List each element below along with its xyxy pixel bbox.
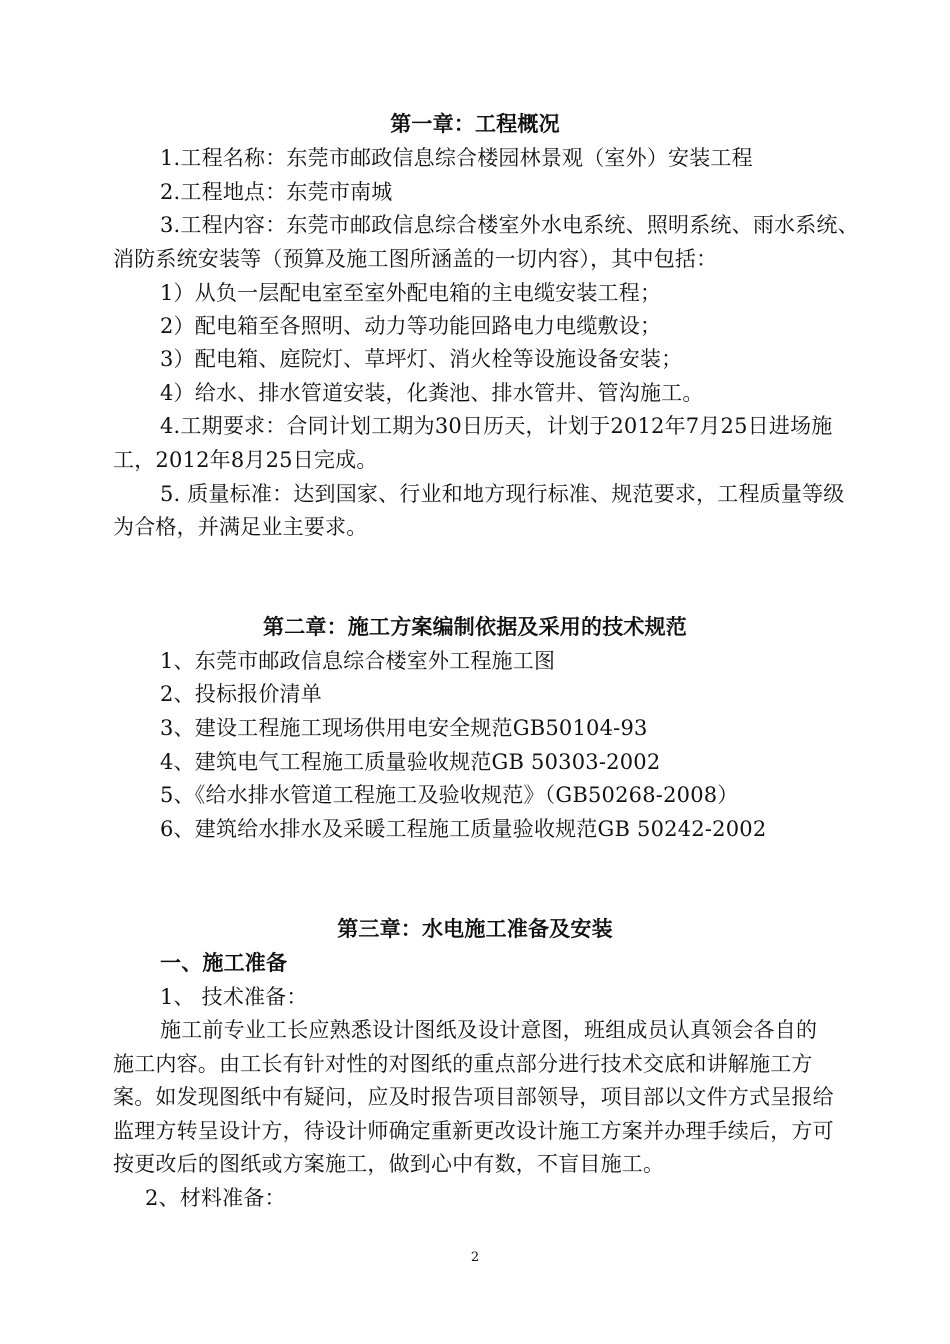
paragraph-line: 施工内容。由工长有针对性的对图纸的重点部分进行技术交底和讲解施工方 xyxy=(113,1052,813,1076)
chapter-2-reference: 6、建筑给水排水及采暖工程施工质量验收规范GB 50242-2002 xyxy=(160,817,767,841)
item-heading: 1、 技术准备： xyxy=(160,985,308,1009)
paragraph-line: 按更改后的图纸或方案施工，做到心中有数，不盲目施工。 xyxy=(113,1152,665,1176)
chapter-2-reference: 2、投标报价清单 xyxy=(160,682,322,706)
chapter-1-title: 第一章：工程概况 xyxy=(390,112,560,136)
chapter-2-reference: 1、东莞市邮政信息综合楼室外工程施工图 xyxy=(160,649,556,673)
chapter-2-title: 第二章：施工方案编制依据及采用的技术规范 xyxy=(263,615,687,639)
chapter-1-line: 为合格，并满足业主要求。 xyxy=(113,515,368,539)
paragraph-line: 案。如发现图纸中有疑问，应及时报告项目部领导，项目部以文件方式呈报给 xyxy=(113,1085,834,1109)
chapter-1-line: 5. 质量标准：达到国家、行业和地方现行标准、规范要求，工程质量等级 xyxy=(160,482,845,506)
paragraph-line: 监理方转呈设计方，待设计师确定重新更改设计施工方案并办理手续后，方可 xyxy=(113,1119,834,1143)
chapter-1-line: 工，2012年8月25日完成。 xyxy=(113,448,378,472)
chapter-2-reference: 5、《给水排水管道工程施工及验收规范》（GB50268-2008） xyxy=(160,783,739,807)
chapter-2-reference: 4、建筑电气工程施工质量验收规范GB 50303-2002 xyxy=(160,750,661,774)
chapter-1-line: 3）配电箱、庭院灯、草坪灯、消火栓等设施设备安装； xyxy=(160,347,683,371)
chapter-1-line: 4.工期要求：合同计划工期为30日历天，计划于2012年7月25日进场施 xyxy=(160,414,833,438)
chapter-1-line: 1.工程名称：东莞市邮政信息综合楼园林景观（室外）安装工程 xyxy=(160,146,753,170)
chapter-1-line: 1）从负一层配电室至室外配电箱的主电缆安装工程； xyxy=(160,281,662,305)
chapter-1-line: 消防系统安装等（预算及施工图所涵盖的一切内容），其中包括： xyxy=(113,247,718,271)
chapter-2-reference: 3、建设工程施工现场供用电安全规范GB50104-93 xyxy=(160,716,648,740)
paragraph-line: 施工前专业工长应熟悉设计图纸及设计意图，班组成员认真领会各自的 xyxy=(160,1018,818,1042)
section-heading: 一、施工准备 xyxy=(160,951,288,975)
chapter-1-line: 2）配电箱至各照明、动力等功能回路电力电缆敷设； xyxy=(160,314,662,338)
page-number: 2 xyxy=(470,1250,480,1265)
chapter-1-line: 3.工程内容：东莞市邮政信息综合楼室外水电系统、照明系统、雨水系统、 xyxy=(160,213,859,237)
chapter-1-line: 2.工程地点：东莞市南城 xyxy=(160,180,393,204)
item-heading: 2、材料准备： xyxy=(145,1186,286,1210)
chapter-1-line: 4）给水、排水管道安装，化粪池、排水管井、管沟施工。 xyxy=(160,381,704,405)
chapter-3-title: 第三章：水电施工准备及安装 xyxy=(337,917,613,941)
